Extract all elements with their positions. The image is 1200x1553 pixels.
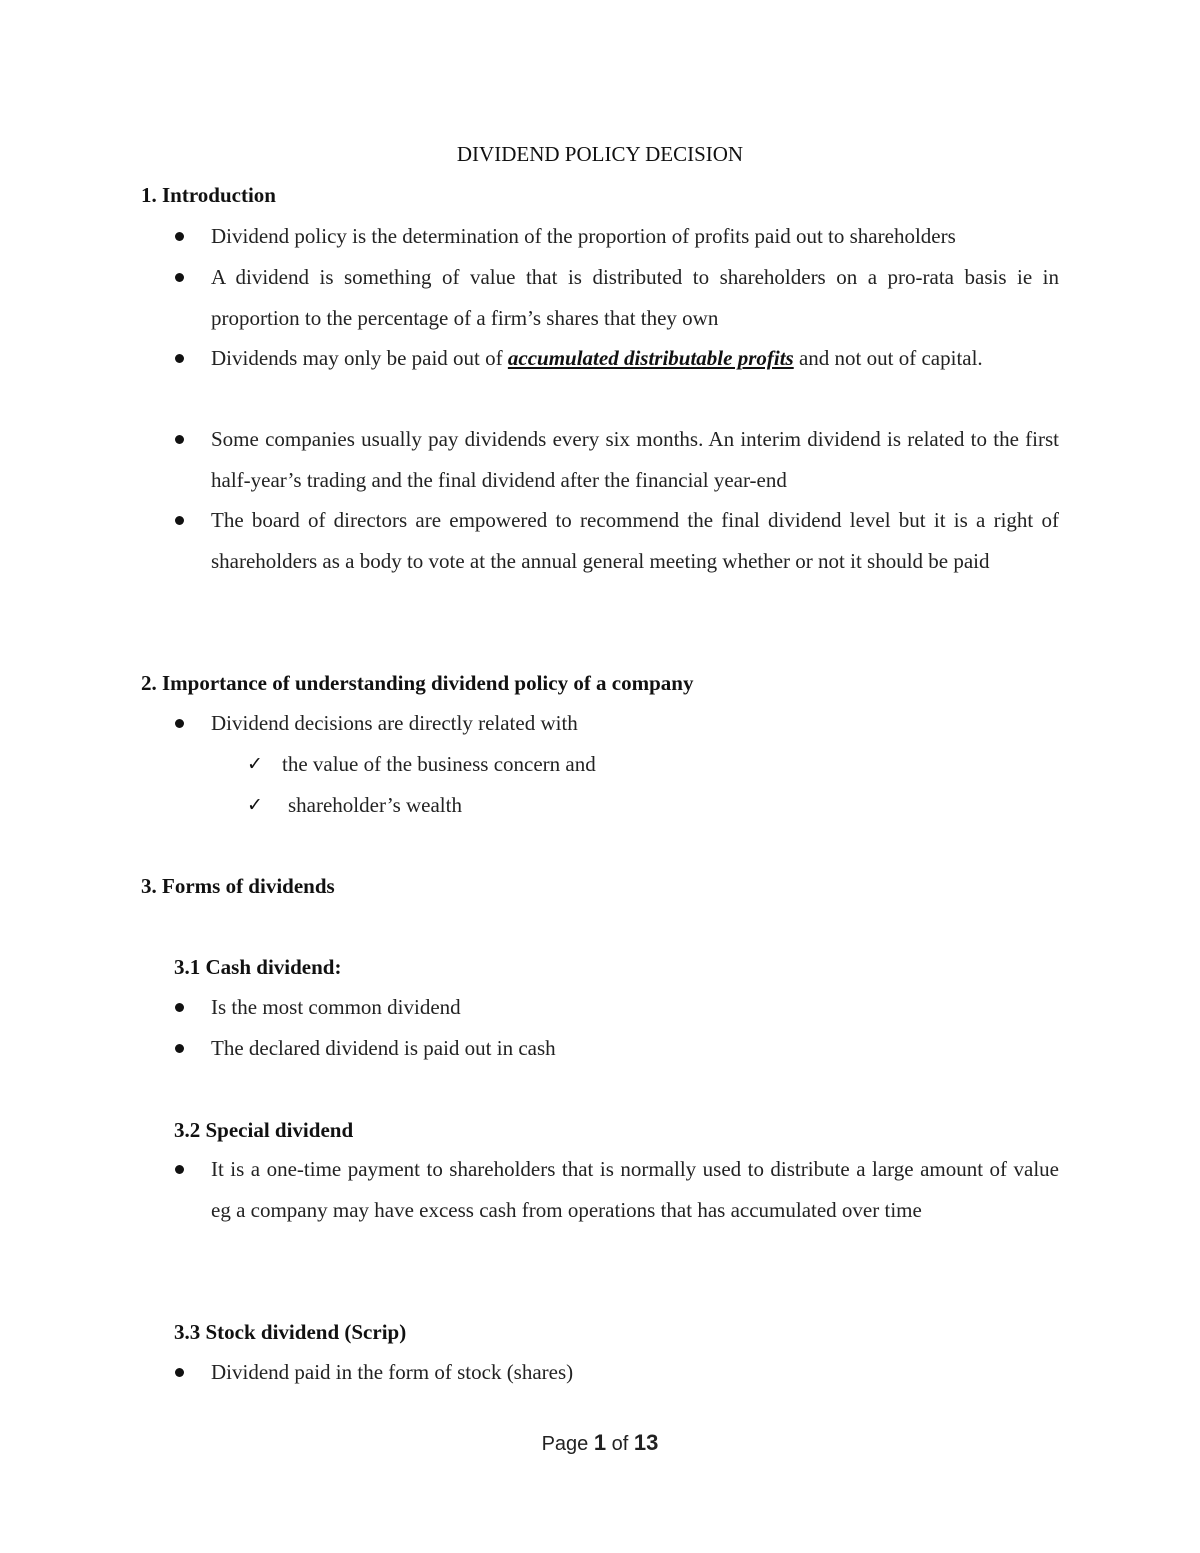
- section-heading-introduction: 1. Introduction: [141, 183, 276, 207]
- checkmark-icon: ✓: [247, 753, 263, 775]
- page-label: Page: [541, 1433, 589, 1455]
- document-title: DIVIDEND POLICY DECISION: [456, 142, 744, 166]
- document-page: DIVIDEND POLICY DECISION 1. Introduction Dividend policy is the determination of the proportion of profits paid out to shareholders A dividend is something of value that is distributed to shareholders on a pro-rata basis ie in proportion to the percentage of a firm’s shares that they own Dividends may only be paid out of accumulated distributable profits and not out of capital. Some companies usually pay dividends every six months. An interim dividend is related to the first half-year’s trading and the final dividend after the financial year-end The board of directors are empowered to recommend the final dividend level but it is a right of shareholders as a body to vote at the annual general meeting whether or not it should be paid 2. Importance of understanding dividend policy of a company Dividend decisions are directly related with ✓ the value of the business concern and ✓ shareholder’s wealth 3. Forms of dividends 3.1 Cash dividend: Is the most common dividend The declared dividend is paid out in cash 3.2 Special dividend It is a one-time payment to shareholders that is normally used to distribute a large amount of value eg a company may have excess cash from operations that has accumulated over time 3.3 Stock dividend (Scrip) Dividend paid in the form of stock (shares) Page 1 of 13: [0, 0, 1200, 1553]
- subsection-heading-stock: 3.3 Stock dividend (Scrip): [174, 1320, 407, 1344]
- list-item: It is a one-time payment to shareholders that is normally used to distribute a large amount of value eg a company may have excess cash from operations that has accumulated over time: [211, 1149, 1059, 1231]
- bullet-icon: [175, 232, 184, 241]
- bullet-icon: [175, 435, 184, 444]
- total-pages-number: 13: [633, 1430, 659, 1455]
- page-of-label: of: [611, 1433, 629, 1455]
- list-item: The declared dividend is paid out in cash: [211, 1028, 1059, 1069]
- emphasized-text: accumulated distributable profits: [507, 346, 794, 370]
- bullet-icon: [175, 273, 184, 282]
- list-item: Dividends may only be paid out of accumulated distributable profits and not out of capital.: [211, 338, 1059, 379]
- list-item: A dividend is something of value that is distributed to shareholders on a pro-rata basis ie in proportion to the percentage of a firm’s shares that they own: [211, 257, 1059, 339]
- list-item: The board of directors are empowered to recommend the final dividend level but it is a right of shareholders as a body to vote at the annual general meeting whether or not it should be paid: [211, 500, 1059, 582]
- subsection-heading-special: 3.2 Special dividend: [174, 1118, 354, 1142]
- list-item: Dividend policy is the determination of the proportion of profits paid out to shareholders: [211, 216, 1059, 257]
- section-heading-forms: 3. Forms of dividends: [141, 874, 335, 898]
- current-page-number: 1: [593, 1430, 607, 1455]
- bullet-icon: [175, 1003, 184, 1012]
- bullet-icon: [175, 1165, 184, 1174]
- bullet-icon: [175, 1368, 184, 1377]
- list-item: Dividend decisions are directly related with: [211, 703, 1059, 744]
- section-heading-importance: 2. Importance of understanding dividend policy of a company: [141, 671, 694, 695]
- checkmark-icon: ✓: [247, 794, 263, 816]
- bullet-icon: [175, 1044, 184, 1053]
- page-footer: [0, 1430, 1200, 1456]
- list-item: Some companies usually pay dividends every six months. An interim dividend is related to the first half-year’s trading and the final dividend after the financial year-end: [211, 419, 1059, 501]
- bullet-icon: [175, 719, 184, 728]
- bullet-icon: [175, 354, 184, 363]
- bullet-icon: [175, 516, 184, 525]
- subsection-heading-cash: 3.1 Cash dividend:: [174, 955, 342, 979]
- list-item: Is the most common dividend: [211, 987, 1059, 1028]
- list-item: Dividend paid in the form of stock (shares): [211, 1352, 1059, 1393]
